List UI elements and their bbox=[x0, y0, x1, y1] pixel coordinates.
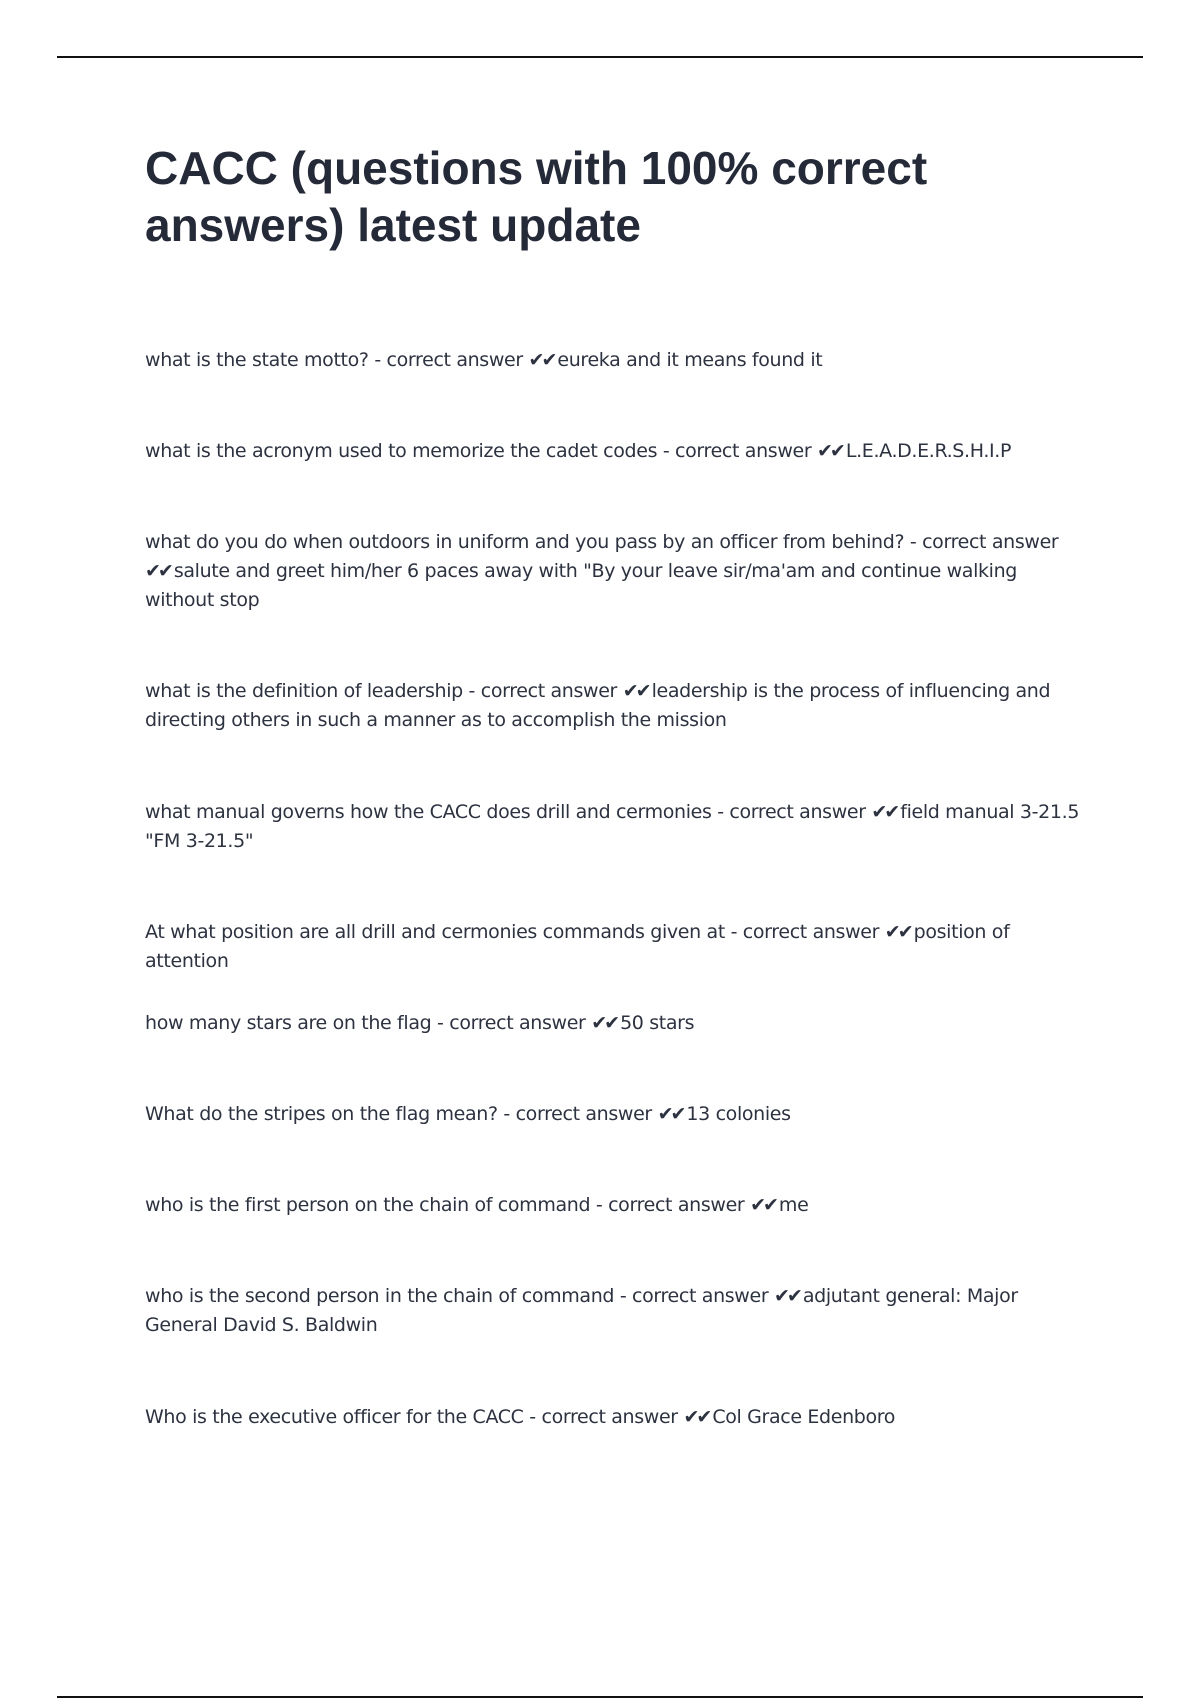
separator: - correct answer bbox=[497, 1103, 658, 1125]
question-text: what do you do when outdoors in uniform and you pass by an officer from behind? bbox=[145, 531, 905, 553]
answer-text: leadership is the process of influencing and directing others in such a manner as to accomplish the mission bbox=[145, 680, 1051, 731]
separator: - correct answer bbox=[904, 531, 1059, 553]
check-icon: ✔✔ bbox=[591, 1012, 618, 1034]
question-text: who is the second person in the chain of command bbox=[145, 1285, 615, 1307]
separator: - correct answer bbox=[431, 1012, 592, 1034]
qa-item bbox=[145, 798, 1090, 856]
question-text: At what position are all drill and cermonies commands given at bbox=[145, 921, 725, 943]
qa-item bbox=[145, 437, 1090, 466]
qa-item bbox=[145, 1100, 1090, 1129]
separator: - correct answer bbox=[711, 801, 872, 823]
question-text: what manual governs how the CACC does drill and cermonies bbox=[145, 801, 712, 823]
question-text: what is the acronym used to memorize the cadet codes bbox=[145, 440, 658, 462]
answer-text: position of attention bbox=[145, 921, 1010, 972]
answer-text: salute and greet him/her 6 paces away with "By your leave sir/ma'am and continue walking without stop bbox=[145, 560, 1018, 611]
separator: - correct answer bbox=[462, 680, 623, 702]
qa-item bbox=[145, 1191, 1090, 1220]
check-icon: ✔✔ bbox=[884, 921, 911, 943]
check-icon: ✔✔ bbox=[657, 1103, 684, 1125]
question-text: who is the first person on the chain of command bbox=[145, 1194, 591, 1216]
check-icon: ✔✔ bbox=[817, 440, 843, 462]
top-rule bbox=[57, 56, 1143, 58]
qa-item bbox=[145, 1282, 1090, 1340]
check-icon: ✔✔ bbox=[528, 349, 555, 371]
question-text: What do the stripes on the flag mean? bbox=[145, 1103, 498, 1125]
qa-item bbox=[145, 1403, 1090, 1432]
document-title: CACC (questions with 100% correct answers) latest update bbox=[145, 142, 928, 251]
qa-item bbox=[145, 677, 1090, 735]
check-icon: ✔✔ bbox=[145, 560, 171, 582]
question-text: how many stars are on the flag bbox=[145, 1012, 432, 1034]
separator: - correct answer bbox=[724, 921, 885, 943]
answer-text: me bbox=[778, 1194, 809, 1216]
answer-text: adjutant general: Major General David S. Baldwin bbox=[145, 1285, 1018, 1336]
question-text: Who is the executive officer for the CACC bbox=[145, 1406, 524, 1428]
question-text: what is the definition of leadership bbox=[145, 680, 463, 702]
qa-item bbox=[145, 528, 1090, 615]
separator: - correct answer bbox=[614, 1285, 774, 1307]
answer-text: 50 stars bbox=[620, 1012, 695, 1034]
check-icon: ✔✔ bbox=[871, 801, 898, 823]
separator: - correct answer bbox=[368, 349, 529, 371]
qa-item bbox=[145, 918, 1090, 976]
check-icon: ✔✔ bbox=[750, 1194, 776, 1216]
answer-text: L.E.A.D.E.R.S.H.I.P bbox=[845, 440, 1012, 462]
check-icon: ✔✔ bbox=[774, 1285, 800, 1307]
separator: - correct answer bbox=[590, 1194, 751, 1216]
question-text: what is the state motto? bbox=[145, 349, 369, 371]
separator: - correct answer bbox=[523, 1406, 684, 1428]
answer-text: 13 colonies bbox=[686, 1103, 791, 1125]
check-icon: ✔✔ bbox=[683, 1406, 710, 1428]
answer-text: eureka and it means found it bbox=[557, 349, 823, 371]
answer-text: Col Grace Edenboro bbox=[712, 1406, 896, 1428]
qa-item bbox=[145, 1009, 1090, 1038]
answer-text: field manual 3-21.5 "FM 3-21.5" bbox=[145, 801, 1080, 852]
bottom-rule bbox=[57, 1696, 1143, 1698]
separator: - correct answer bbox=[657, 440, 818, 462]
check-icon: ✔✔ bbox=[622, 680, 649, 702]
qa-item bbox=[145, 346, 1090, 375]
